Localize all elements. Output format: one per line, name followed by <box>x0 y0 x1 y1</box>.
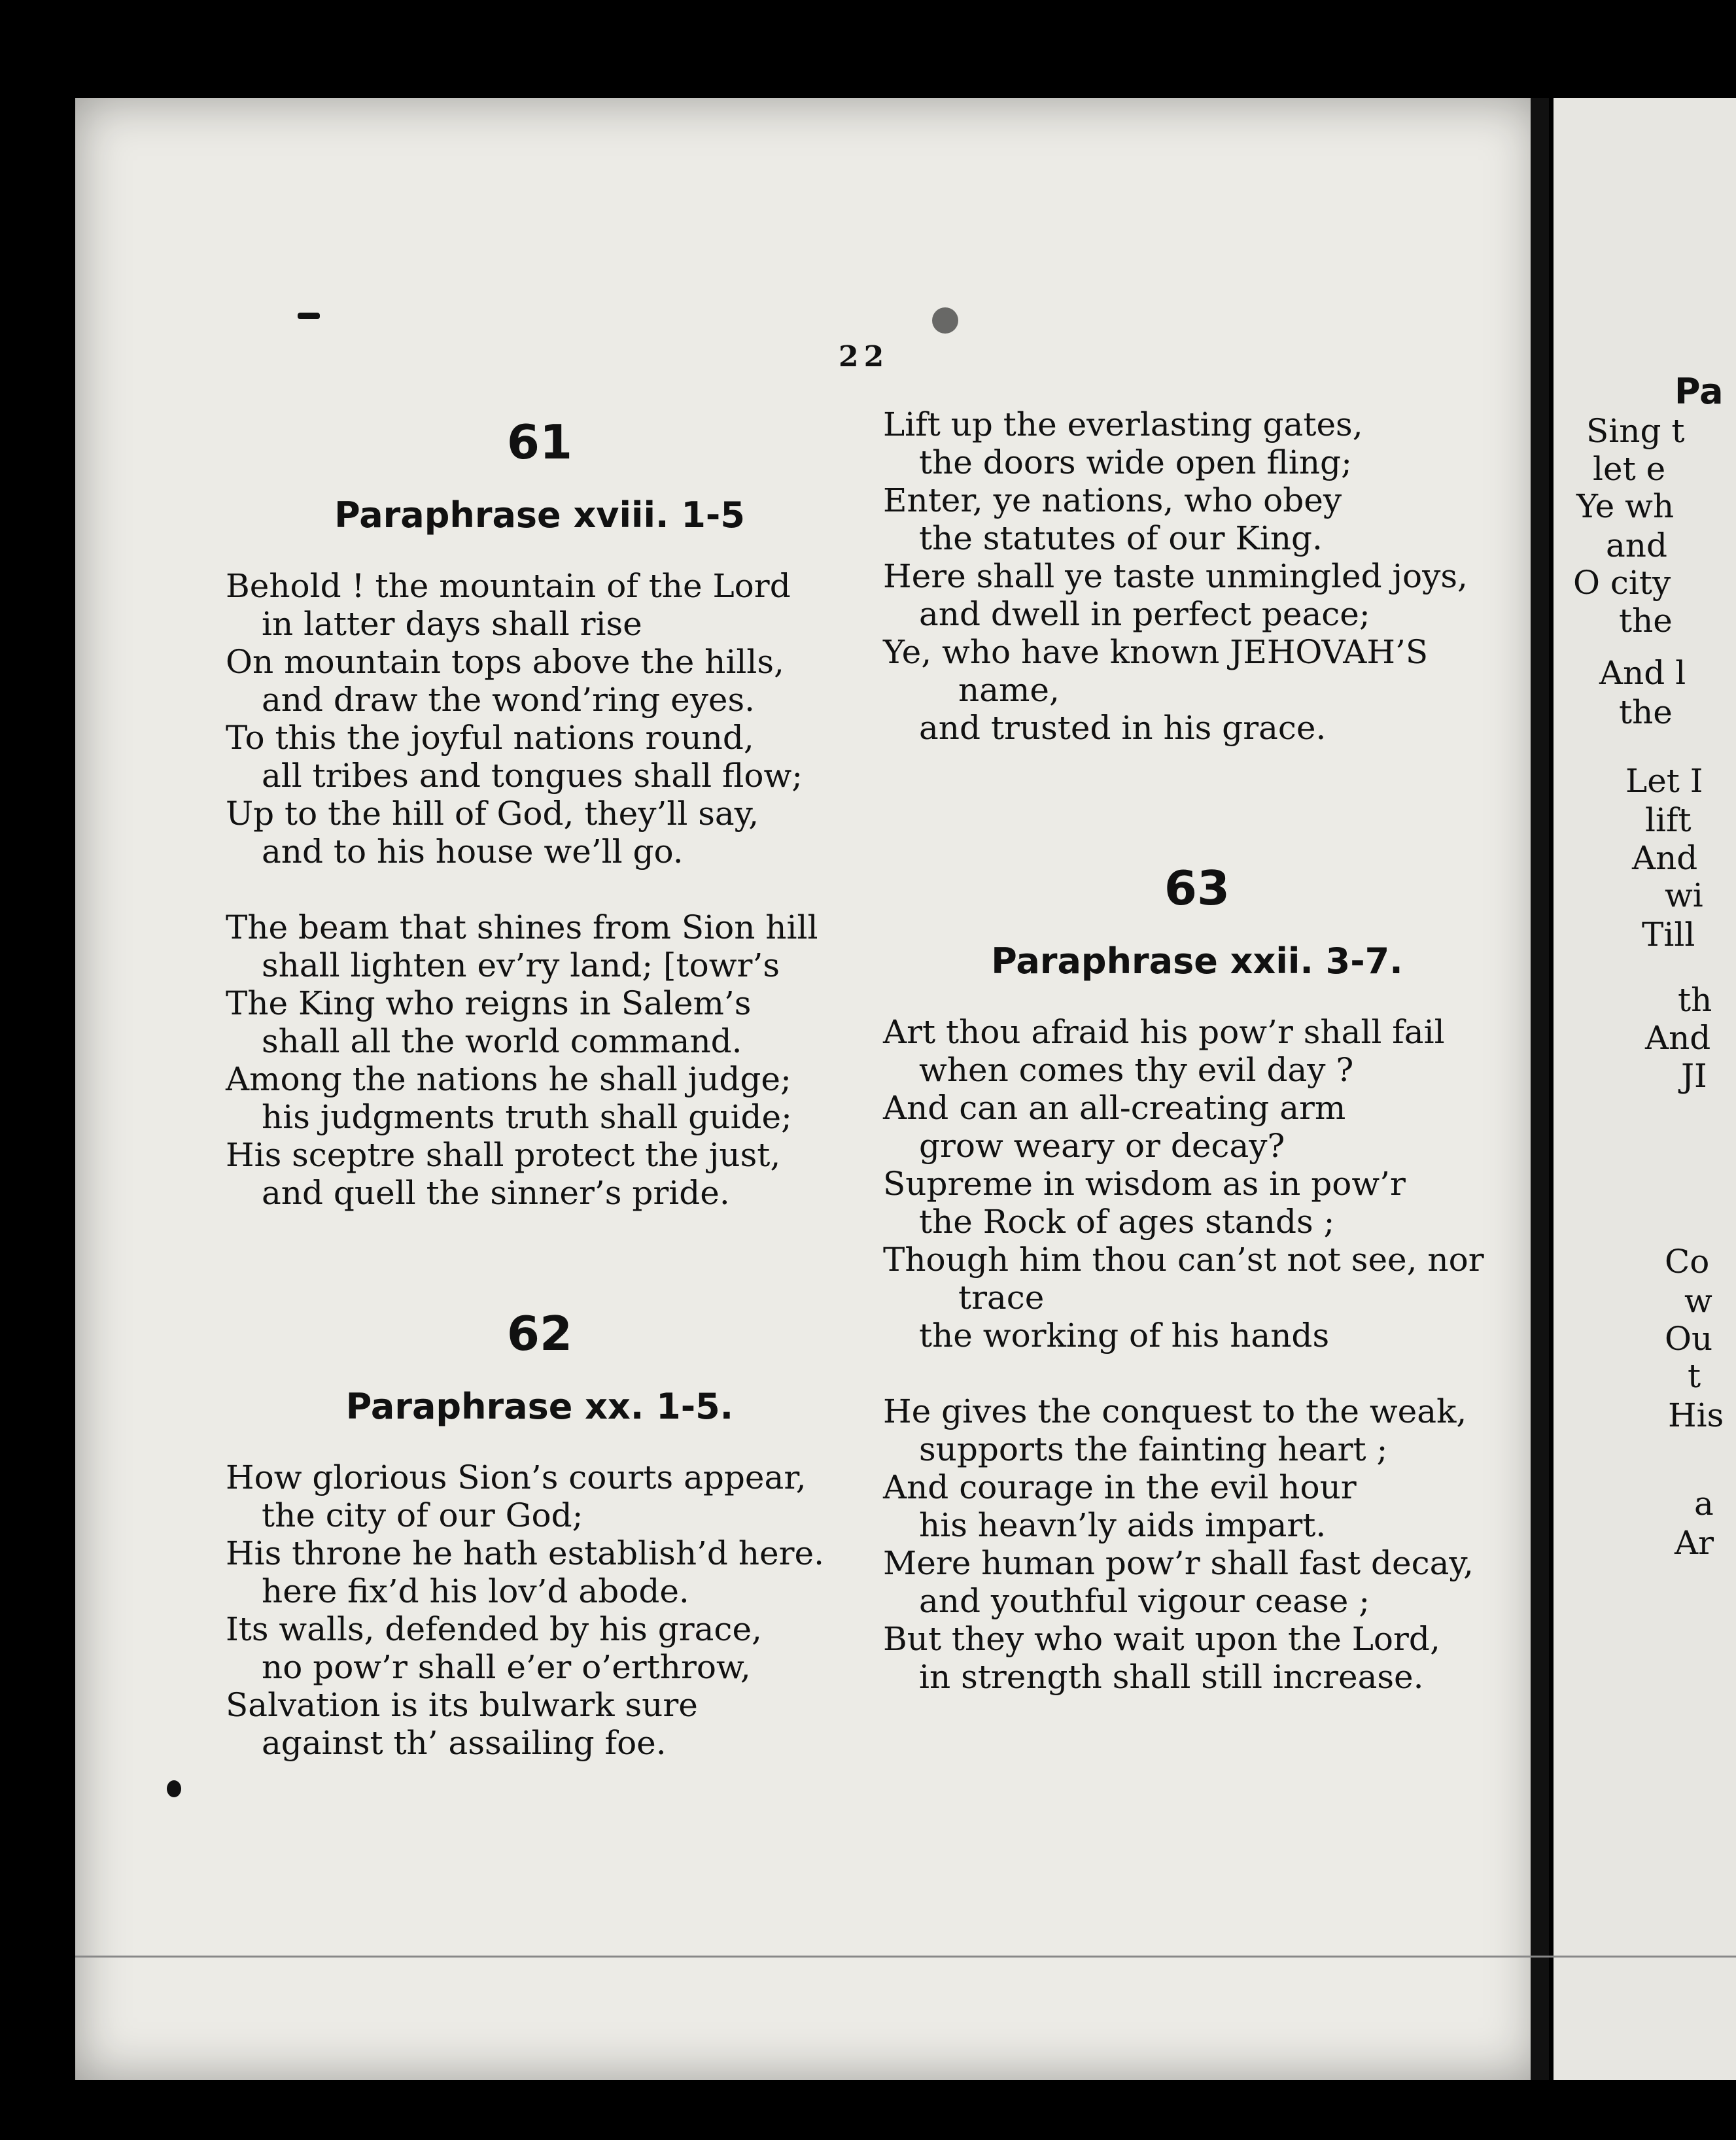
verse-line: Though him thou can’st not see, nor <box>883 1241 1484 1279</box>
verse-line: Salvation is its bulwark sure <box>226 1686 698 1724</box>
next-page-fragment: And l <box>1599 654 1686 692</box>
page-number: 22 <box>839 340 890 373</box>
next-page-fragment: the <box>1619 602 1673 640</box>
verse-line: The King who reigns in Salem’s <box>226 984 752 1022</box>
verse-line: and to his house we’ll go. <box>262 833 684 871</box>
stanza <box>226 908 854 1212</box>
next-page-fragment: And <box>1632 839 1698 877</box>
next-page-fragment: Ar <box>1675 1524 1714 1562</box>
next-page-fragment: let e <box>1593 450 1666 488</box>
verse-line: here fix’d his lov’d abode. <box>262 1572 689 1610</box>
verse-line: no pow’r shall e’er o’erthrow, <box>262 1648 751 1686</box>
verse-line: The beam that shines from Sion hill <box>226 908 818 946</box>
stanza <box>883 1392 1511 1696</box>
next-page-fragment: w <box>1684 1282 1712 1320</box>
verse-line: To this the joyful nations round, <box>226 719 754 757</box>
next-page-fragment: a <box>1694 1485 1714 1523</box>
verse-line: Mere human pow’r shall fast decay, <box>883 1544 1474 1582</box>
verse-line: Supreme in wisdom as in pow’r <box>883 1165 1406 1203</box>
next-page-fragment: Pa <box>1675 371 1724 412</box>
verse-line: And can an all-creating arm <box>883 1089 1346 1127</box>
left-column <box>226 406 854 1762</box>
stanza <box>883 1013 1511 1355</box>
verse-line: shall lighten ev’ry land; [towr’s <box>262 946 780 984</box>
next-page-fragment: O city <box>1573 564 1671 602</box>
verse-line: and trusted in his grace. <box>919 709 1327 747</box>
page-gutter <box>1531 98 1549 2080</box>
verse-line: shall all the world command. <box>262 1022 742 1060</box>
page-bottom-edge <box>75 1956 1736 1958</box>
next-page-fragment: Ye wh <box>1576 487 1675 525</box>
hymn-title: Paraphrase xx. 1-5. <box>345 1386 734 1427</box>
verse-line: when comes thy evil day ? <box>919 1051 1354 1089</box>
verse-line: grow weary or decay? <box>919 1127 1285 1165</box>
verse-line: But they who wait upon the Lord, <box>883 1620 1440 1658</box>
verse-line: the doors wide open fling; <box>919 443 1352 481</box>
verse-line: and quell the sinner’s pride. <box>262 1174 730 1212</box>
verse-line: Enter, ye nations, who obey <box>883 481 1342 519</box>
hymn <box>883 861 1511 1696</box>
continued-stanza <box>883 406 1511 747</box>
verse-line: the city of our God; <box>262 1496 583 1534</box>
verse-line: Lift up the everlasting gates, <box>883 406 1363 443</box>
verse-line: his judgments truth shall guide; <box>262 1098 792 1136</box>
verse-line: How glorious Sion’s courts appear, <box>226 1458 807 1496</box>
next-page-fragment: t <box>1688 1357 1701 1395</box>
verse-line: His sceptre shall protect the just, <box>226 1136 781 1174</box>
verse-line: Art thou afraid his pow’r shall fail <box>883 1013 1445 1051</box>
verse-line: Up to the hill of God, they’ll say, <box>226 795 759 833</box>
verse-line: On mountain tops above the hills, <box>226 643 784 681</box>
next-page-fragment: Ou <box>1665 1320 1713 1358</box>
verse-line: the Rock of ages stands ; <box>919 1203 1335 1241</box>
verse-line: He gives the conquest to the weak, <box>883 1392 1467 1430</box>
next-page-fragment: And <box>1645 1019 1711 1057</box>
next-page-edge <box>1554 98 1736 2080</box>
verse-line: trace <box>958 1279 1045 1317</box>
hymn-number: 61 <box>506 415 573 470</box>
hymn <box>226 415 854 1212</box>
next-page-fragment: His <box>1668 1396 1724 1434</box>
verse-line: against th’ assailing foe. <box>262 1724 667 1762</box>
verse-line: Its walls, defended by his grace, <box>226 1610 762 1648</box>
verse-line: Here shall ye taste unmingled joys, <box>883 557 1468 595</box>
next-page-fragment: Till <box>1642 916 1695 954</box>
next-page-fragment: JI <box>1681 1057 1707 1095</box>
next-page-fragment: Let I <box>1625 762 1703 800</box>
stanza <box>226 567 854 871</box>
ink-speck <box>298 313 320 319</box>
hymn-number: 63 <box>1164 861 1230 916</box>
next-page-fragment: wi <box>1665 876 1703 914</box>
verse-line: in strength shall still increase. <box>919 1658 1424 1696</box>
verse-line: Among the nations he shall judge; <box>226 1060 791 1098</box>
ink-speck <box>167 1780 181 1797</box>
next-page-fragment: lift <box>1645 801 1692 839</box>
hymn <box>226 1306 854 1762</box>
verse-line: Behold ! the mountain of the Lord <box>226 567 791 605</box>
verse-line: and draw the wond’ring eyes. <box>262 681 755 719</box>
verse-line: And courage in the evil hour <box>883 1468 1357 1506</box>
ink-speck <box>932 307 958 334</box>
right-column <box>883 406 1511 1696</box>
verse-line: His throne he hath establish’d here. <box>226 1534 824 1572</box>
verse-line: the statutes of our King. <box>919 519 1323 557</box>
verse-line: all tribes and tongues shall flow; <box>262 757 803 795</box>
verse-line: and youthful vigour cease ; <box>919 1582 1370 1620</box>
stanza-gap <box>883 1355 1511 1392</box>
verse-line: his heavn’ly aids impart. <box>919 1506 1327 1544</box>
next-page-fragment: Sing t <box>1586 412 1685 450</box>
hymn-number: 62 <box>506 1306 573 1361</box>
next-page-fragment: and <box>1606 526 1668 564</box>
stanza-gap <box>226 871 854 908</box>
next-page-fragment: the <box>1619 693 1673 731</box>
verse-line: supports the fainting heart ; <box>919 1430 1388 1468</box>
verse-line: and dwell in perfect peace; <box>919 595 1370 633</box>
verse-line: name, <box>958 671 1060 709</box>
hymn-title: Paraphrase xviii. 1-5 <box>334 494 745 536</box>
stanza <box>226 1458 854 1762</box>
next-page-fragment: Co <box>1665 1243 1710 1281</box>
hymn-title: Paraphrase xxii. 3-7. <box>991 941 1403 982</box>
verse-line: the working of his hands <box>919 1317 1330 1355</box>
next-page-fragment: th <box>1678 981 1712 1019</box>
verse-line: in latter days shall rise <box>262 605 642 643</box>
verse-line: Ye, who have known JEHOVAH’S <box>883 633 1429 671</box>
